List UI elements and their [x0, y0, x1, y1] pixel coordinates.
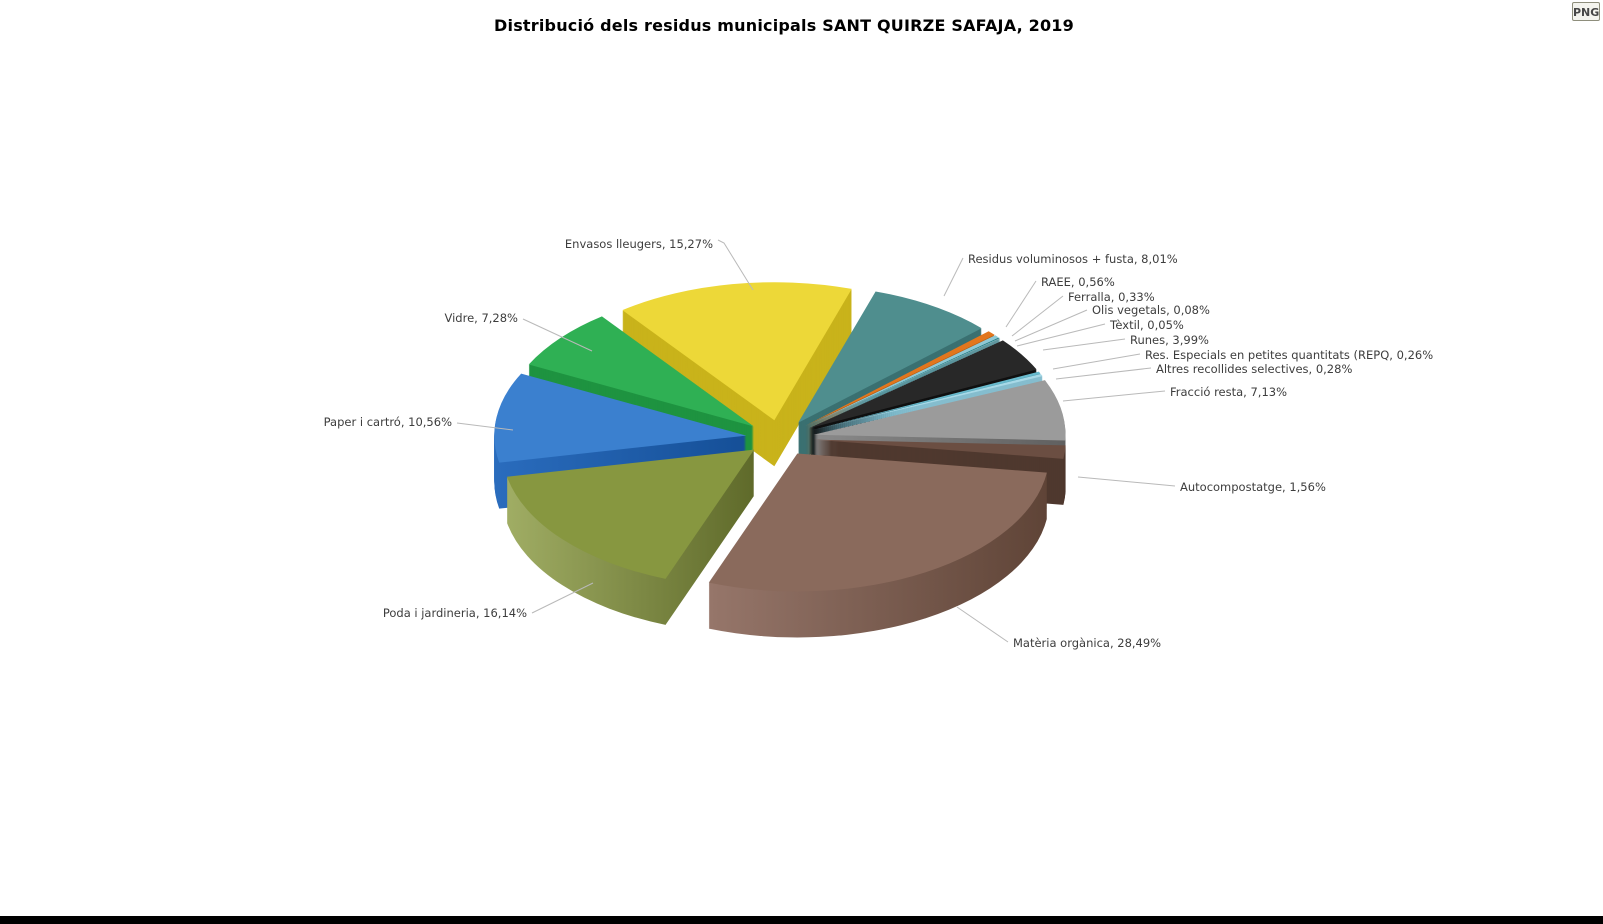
slice-label-olis-vegetals: Olis vegetals, 0,08% [1092, 303, 1210, 317]
slice-label-fraccio-resta: Fracció resta, 7,13% [1170, 385, 1288, 399]
slice-label-ferralla: Ferralla, 0,33% [1068, 290, 1155, 304]
slice-label-line [1056, 368, 1151, 379]
slice-label-line [1063, 391, 1165, 401]
slice-label-line [1053, 354, 1140, 369]
slice-label-textil: Tèxtil, 0,05% [1110, 318, 1184, 332]
slice-label-residus-voluminosos-fusta: Residus voluminosos + fusta, 8,01% [968, 252, 1178, 266]
slice-label-autocompostatge: Autocompostatge, 1,56% [1180, 480, 1326, 494]
slice-label-line [718, 240, 753, 290]
slice-label-res-especials-repq: Res. Especials en petites quantitats (REPQ, 0,26% [1145, 348, 1434, 362]
slice-label-line [1017, 324, 1105, 346]
slice-label-runes: Runes, 3,99% [1130, 333, 1209, 347]
slice-label-paper-i-cartro: Paper i cartró, 10,56% [323, 415, 452, 429]
slice-label-raee: RAEE, 0,56% [1041, 275, 1115, 289]
slice-label-vidre: Vidre, 7,28% [444, 311, 518, 325]
bottom-bar [0, 916, 1603, 924]
slice-label-line [944, 258, 963, 296]
slice-label-envasos-lleugers: Envasos lleugers, 15,27% [564, 237, 713, 251]
slice-label-line [957, 607, 1008, 642]
slice-label-altres-recollides-selectives: Altres recollides selectives, 0,28% [1156, 362, 1353, 376]
slice-label-line [1078, 477, 1175, 486]
slice-label-line [1012, 296, 1063, 336]
slice-label-poda-i-jardineria: Poda i jardineria, 16,14% [382, 606, 527, 620]
chart-title: Distribució dels residus municipals SANT QUIRZE SAFAJA, 2019 [494, 16, 1074, 35]
export-png-button[interactable]: PNG [1572, 2, 1600, 21]
slice-label-line [532, 583, 593, 613]
slice-label-line [1043, 339, 1125, 350]
slice-label-materia-organica: Matèria orgànica, 28,49% [1013, 636, 1162, 650]
pie-slice-materia-organica[interactable] [709, 453, 1047, 637]
